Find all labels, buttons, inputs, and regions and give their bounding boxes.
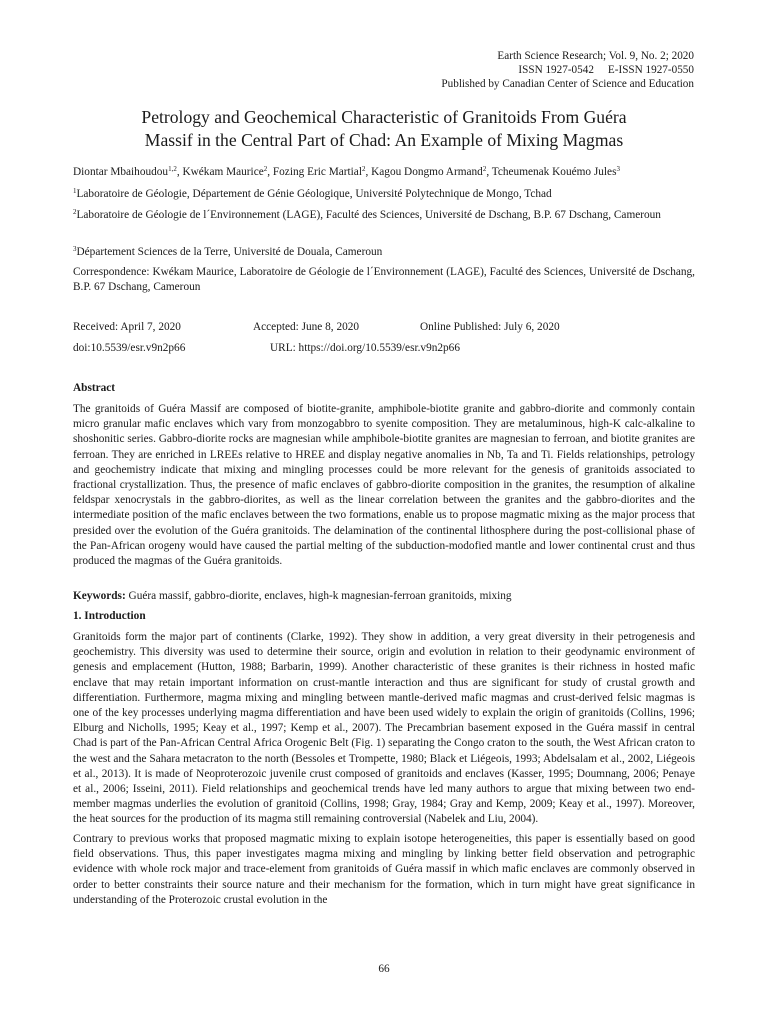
introduction-heading: 1. Introduction	[73, 610, 146, 622]
author-name: , Kagou Dongmo Armand	[365, 166, 483, 178]
paper-title-line-1: Petrology and Geochemical Characteristic of Granitoids From Guéra	[141, 107, 627, 127]
author-name: , Kwékam Maurice	[176, 166, 264, 178]
author-affiliation-mark: 1,2	[168, 165, 177, 173]
author-list	[73, 165, 695, 180]
author-name: , Tcheumenak Kouémo Jules	[486, 166, 617, 178]
affiliation-mark: 1	[73, 187, 77, 195]
affiliation-mark: 2	[73, 208, 77, 216]
introduction-paragraph-1: Granitoids form the major part of continents (Clarke, 1992). They show in addition, a very great diversity in their petrogenesis and geochemistry. This diversity was used to determine their source, origin and evolution in relation to their geodynamic environment of genesis and emplacement (Hutton, 1988; Barbarin, 1999). Another characteristic of these granites is their richness in hosted mafic enclave that may retain important information on crust-mantle interaction and thus are significant for study of crustal growth and differentiation. Furthermore, magma mixing and mingling between mantle-derived mafic magmas and crust-derived felsic magmas is one of the key processes underlying magma differentiation and have been used widely to explain the origin of granitoids (Collins, 1996; Elburg and Nicholls, 1995; Keay et al., 1997; Kemp et al., 2007). The Precambrian basement exposed in the Guéra massif in central Chad is part of the Pan-African Central Africa Orogenic Belt (Fig. 1) separating the Congo craton to the south, the West African craton to the west and the Sahara metacraton to the north (Bessoles et Trompette, 1980; Black et Liégeois, 1993; Abdelsalam et al., 2002, Liégeois et al., 2013). It is made of Neoproterozoic juvenile crust composed of granitoids and enclaves (Kasser, 1995; Doumnang, 2006; Penaye et al., 2006; Isseini, 2011). Field relationships and geochemical trends have led many authors to argue that mixing between two end-member magmas underlies the evolution of granitoid (Collins, 1998; Gray, 1984; Gray and Kemp, 2009; Keay et al., 1997). Moreover, the heat sources for the production of its magma still remaining controversial (Nabelek and Liu, 2004).	[73, 631, 695, 826]
author-affiliation-mark: 3	[616, 165, 620, 173]
journal-header	[441, 49, 694, 91]
correspondence: Correspondence: Kwékam Maurice, Laboratoire de Géologie de l´Environnement (LAGE), Faculté des Sciences, Université de Dschang, B.P. 67 Dschang, Cameroun	[73, 266, 695, 294]
affiliation-3	[73, 245, 695, 260]
affiliation-text: Laboratoire de Géologie de l´Environnement (LAGE), Faculté des Sciences, Université de Dschang, B.P. 67 Dschang, Cameroun	[76, 209, 661, 221]
introduction-paragraph-2: Contrary to previous works that proposed magmatic mixing to explain isotope heterogeneities, this paper is essentially based on good field observations. Thus, this paper investigates magma mixing and mingling by linking better field observation and petrographic evidence with whole rock major and trace-element from granitoids of Guéra massif in which mafic enclaves are commonly observed in order to better constraints their source nature and their mechanism for the formation, which in turn might have great significance in understanding of the Proterozoic crustal evolution in the	[73, 833, 695, 906]
published-date: Online Published: July 6, 2020	[420, 321, 560, 333]
author-name: Diontar Mbaihoudou	[73, 166, 169, 178]
journal-citation: Earth Science Research; Vol. 9, No. 2; 2020	[497, 50, 694, 62]
paper-title	[73, 106, 695, 152]
author-affiliation-mark: 2	[361, 165, 366, 173]
abstract-text: The granitoids of Guéra Massif are composed of biotite-granite, amphibole-biotite granite and gabbro-diorite and commonly contain micro granular mafic enclaves which vary from monzogabbro to syenite composition. They are metaluminous, high-K calc-alkaline to shoshonitic series. Gabbro-diorite rocks are magnesian while amphibole-biotite granites are magnesian to ferroan, and biotite granites are ferroan. They are enriched in LREEs relative to HREE and display negative anomalies in Nb, Ta and Ti. Fields relationships, petrology and geochemistry indicate that mixing and mingling processes could be more relevant for the genesis of granitoids associated to fractional crystallization. Thus, the presence of mafic enclaves of gabbro-diorite composition in the granites, the resumption of alkaline feldspar xenocrystals in the gabbro-diorites, as well as the linear correlation between the granites and the gabbro-diorites and the intermediate position of the mafic enclaves between the two formations, enable us to propose magmatic mixing as the major process that presided over the evolution of the Guéra granitoids. The delamination of the continental lithosphere during the post-collisional phase of the Pan-African orogeny would have caused the partial melting of the subduction-modofied mantle and lower continental crust and thus produced the magmas of the Guéra granitoids.	[73, 403, 695, 568]
affiliation-text: Département Sciences de la Terre, Université de Douala, Cameroun	[76, 246, 383, 258]
affiliation-text: Laboratoire de Géologie, Département de Génie Géologique, Université Polytechnique de Mongo, Tchad	[76, 188, 552, 200]
doi-url-link[interactable]: URL: https://doi.org/10.5539/esr.v9n2p66	[270, 342, 460, 354]
journal-publisher: Published by Canadian Center of Science and Education	[441, 78, 694, 90]
accepted-date: Accepted: June 8, 2020	[253, 321, 360, 333]
keywords-label: Keywords:	[73, 590, 126, 602]
received-date: Received: April 7, 2020	[73, 321, 181, 333]
affiliation-2	[73, 208, 695, 223]
abstract-heading: Abstract	[73, 382, 116, 394]
paper-title-line-2: Massif in the Central Part of Chad: An Example of Mixing Magmas	[144, 130, 624, 150]
doi: doi:10.5539/esr.v9n2p66	[73, 342, 186, 354]
page-number: 66	[378, 963, 390, 975]
author-affiliation-mark: 2	[482, 165, 487, 173]
keywords	[73, 589, 695, 604]
affiliation-mark: 3	[73, 245, 77, 253]
keywords-text: Guéra massif, gabbro-diorite, enclaves, high-k magnesian-ferroan granitoids, mixing	[125, 590, 512, 602]
author-affiliation-mark: 2	[263, 165, 268, 173]
journal-issn: ISSN 1927-0542 E-ISSN 1927-0550	[518, 64, 694, 76]
author-name: , Fozing Eric Martial	[267, 166, 362, 178]
affiliation-1	[73, 187, 695, 202]
